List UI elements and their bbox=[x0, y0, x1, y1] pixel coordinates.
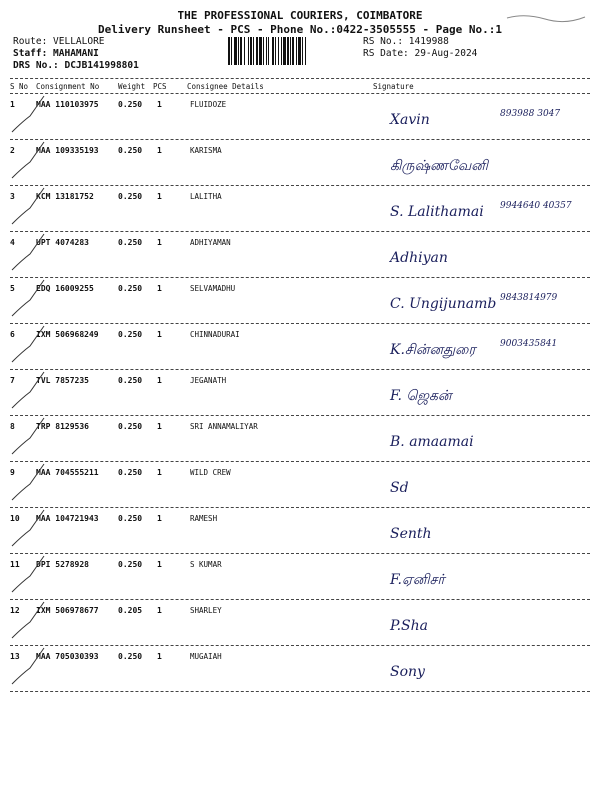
row-pcs: 1 bbox=[157, 284, 162, 293]
table-row bbox=[10, 646, 590, 692]
row-pcs: 1 bbox=[157, 606, 162, 615]
row-consignment-no: TRP 8129536 bbox=[36, 422, 89, 431]
row-consignment-no: EDQ 16009255 bbox=[36, 284, 94, 293]
row-weight: 0.250 bbox=[118, 652, 143, 661]
table-row bbox=[10, 278, 590, 324]
row-weight: 0.250 bbox=[118, 284, 143, 293]
table-row bbox=[10, 140, 590, 186]
barcode-bar bbox=[272, 37, 274, 65]
row-consignee: ADHIYAMAN bbox=[190, 238, 231, 247]
row-consignee: FLUIDOZE bbox=[190, 100, 227, 109]
signature-phone-note: 9843814979 bbox=[500, 293, 558, 303]
tick-mark-icon bbox=[10, 416, 50, 460]
tick-mark-icon bbox=[10, 600, 50, 644]
row-sno: 9 bbox=[10, 468, 15, 477]
barcode-bar bbox=[231, 37, 232, 65]
signature-phone-note: 9003435841 bbox=[500, 339, 558, 349]
signature-text: S. Lalithamai bbox=[390, 204, 484, 220]
signature-handwriting bbox=[370, 232, 588, 276]
row-weight: 0.250 bbox=[118, 330, 143, 339]
barcode-bar bbox=[298, 37, 301, 65]
row-pcs: 1 bbox=[157, 514, 162, 523]
row-consignment-no: MAA 704555211 bbox=[36, 468, 99, 477]
col-consignment: Consignment No bbox=[36, 82, 100, 91]
barcode-bar bbox=[228, 37, 230, 65]
row-consignee: JEGANATH bbox=[190, 376, 227, 385]
header-top-divider bbox=[10, 78, 590, 79]
row-consignment-no: IXM 506978677 bbox=[36, 606, 99, 615]
drs-number: DRS No.: DCJB141998801 bbox=[13, 60, 139, 71]
barcode-bar bbox=[290, 37, 291, 65]
row-sno: 8 bbox=[10, 422, 15, 431]
row-consignment-no: UPT 4074283 bbox=[36, 238, 89, 247]
signature-text: B. amaamai bbox=[390, 434, 474, 450]
table-row bbox=[10, 508, 590, 554]
row-weight: 0.250 bbox=[118, 514, 143, 523]
signature-text: K.சின்னதுரை bbox=[390, 342, 476, 358]
row-pcs: 1 bbox=[157, 560, 162, 569]
signature-handwriting bbox=[370, 508, 588, 552]
row-consignee: SRI ANNAMALIYAR bbox=[190, 422, 258, 431]
row-consignee: SELVAMADHU bbox=[190, 284, 236, 293]
row-pcs: 1 bbox=[157, 652, 162, 661]
row-sno: 2 bbox=[10, 146, 15, 155]
col-weight: Weight bbox=[118, 82, 146, 91]
barcode-bar bbox=[240, 37, 242, 65]
table-row bbox=[10, 370, 590, 416]
signature-phone-note: 893988 3047 bbox=[500, 109, 561, 119]
barcode-bar bbox=[266, 37, 267, 65]
row-consignee: SHARLEY bbox=[190, 606, 222, 615]
company-name: THE PROFESSIONAL COURIERS, COIMBATORE bbox=[177, 9, 423, 22]
row-pcs: 1 bbox=[157, 330, 162, 339]
row-consignee: RAMESH bbox=[190, 514, 218, 523]
row-weight: 0.250 bbox=[118, 422, 143, 431]
signature-text: கிருஷ்ணவேனி bbox=[390, 158, 489, 174]
row-weight: 0.205 bbox=[118, 606, 143, 615]
row-weight: 0.250 bbox=[118, 376, 143, 385]
table-row bbox=[10, 462, 590, 508]
row-weight: 0.250 bbox=[118, 146, 143, 155]
barcode-bar bbox=[287, 37, 289, 65]
barcode-bar bbox=[244, 37, 245, 65]
signature-text: Senth bbox=[390, 526, 432, 542]
signature-handwriting bbox=[370, 600, 588, 644]
barcode-bar bbox=[250, 37, 252, 65]
row-pcs: 1 bbox=[157, 192, 162, 201]
row-sno: 1 bbox=[10, 100, 15, 109]
row-consignment-no: MAA 104721943 bbox=[36, 514, 99, 523]
table-row bbox=[10, 94, 590, 140]
col-pcs: PCS bbox=[153, 82, 167, 91]
table-row bbox=[10, 416, 590, 462]
signature-handwriting bbox=[370, 186, 588, 230]
row-consignment-no: MAA 705030393 bbox=[36, 652, 99, 661]
signature-text: P.Sha bbox=[390, 618, 428, 634]
barcode-bar bbox=[281, 37, 282, 65]
row-consignment-no: KCM 13181752 bbox=[36, 192, 94, 201]
row-sno: 12 bbox=[10, 606, 20, 615]
row-sno: 13 bbox=[10, 652, 20, 661]
signature-handwriting bbox=[370, 416, 588, 460]
barcode-bar bbox=[268, 37, 269, 65]
row-pcs: 1 bbox=[157, 376, 162, 385]
tick-mark-icon bbox=[10, 462, 50, 506]
row-pcs: 1 bbox=[157, 422, 162, 431]
signature-handwriting bbox=[370, 140, 588, 184]
row-sno: 6 bbox=[10, 330, 15, 339]
row-consignee: MUGAIAH bbox=[190, 652, 222, 661]
row-divider bbox=[10, 691, 590, 692]
row-consignment-no: MAA 110103975 bbox=[36, 100, 99, 109]
rs-number: RS No.: 1419988 bbox=[363, 36, 449, 47]
col-signature: Signature bbox=[373, 82, 414, 91]
signature-handwriting bbox=[370, 94, 588, 138]
row-pcs: 1 bbox=[157, 100, 162, 109]
barcode-bar bbox=[296, 37, 297, 65]
row-sno: 11 bbox=[10, 560, 20, 569]
row-weight: 0.250 bbox=[118, 468, 143, 477]
row-sno: 10 bbox=[10, 514, 20, 523]
table-row bbox=[10, 186, 590, 232]
row-consignment-no: DPI 5278928 bbox=[36, 560, 89, 569]
row-consignee: LALITHA bbox=[190, 192, 222, 201]
tick-mark-icon bbox=[10, 278, 50, 322]
barcode-bar bbox=[248, 37, 249, 65]
barcode-bar bbox=[263, 37, 264, 65]
runsheet-title: Delivery Runsheet - PCS - Phone No.:0422-3505555 - Page No.:1 bbox=[98, 23, 502, 36]
row-weight: 0.250 bbox=[118, 560, 143, 569]
row-consignee: WILD CREW bbox=[190, 468, 231, 477]
row-weight: 0.250 bbox=[118, 192, 143, 201]
signature-phone-note: 9944640 40357 bbox=[500, 201, 572, 211]
row-sno: 4 bbox=[10, 238, 15, 247]
signature-text: Adhiyan bbox=[390, 250, 448, 266]
tick-mark-icon bbox=[10, 554, 50, 598]
tick-mark-icon bbox=[10, 646, 50, 690]
barcode-bar bbox=[253, 37, 254, 65]
signature-text: Xavin bbox=[390, 112, 430, 128]
row-weight: 0.250 bbox=[118, 100, 143, 109]
tick-mark-icon bbox=[10, 508, 50, 552]
barcode-bar bbox=[256, 37, 258, 65]
barcode-bar bbox=[275, 37, 276, 65]
col-sno: S No bbox=[10, 82, 29, 91]
row-consignment-no: TVL 7857235 bbox=[36, 376, 89, 385]
row-weight: 0.250 bbox=[118, 238, 143, 247]
signature-handwriting bbox=[370, 370, 588, 414]
tick-mark-icon bbox=[10, 140, 50, 184]
rs-date: RS Date: 29-Aug-2024 bbox=[363, 48, 478, 59]
table-row bbox=[10, 324, 590, 370]
row-consignee: S KUMAR bbox=[190, 560, 222, 569]
row-pcs: 1 bbox=[157, 146, 162, 155]
barcode bbox=[228, 37, 352, 65]
row-sno: 3 bbox=[10, 192, 15, 201]
barcode-bar bbox=[278, 37, 279, 65]
row-consignee: KARISMA bbox=[190, 146, 222, 155]
signature-handwriting bbox=[370, 554, 588, 598]
signature-text: F. ஜெகன் bbox=[390, 388, 452, 404]
table-row bbox=[10, 554, 590, 600]
col-consignee: Consignee Details bbox=[187, 82, 264, 91]
tick-mark-icon bbox=[10, 186, 50, 230]
route-label: Route: VELLALORE bbox=[13, 36, 105, 47]
row-consignee: CHINNADURAI bbox=[190, 330, 240, 339]
row-pcs: 1 bbox=[157, 468, 162, 477]
row-sno: 5 bbox=[10, 284, 15, 293]
barcode-bar bbox=[305, 37, 306, 65]
tick-mark-icon bbox=[10, 370, 50, 414]
barcode-bar bbox=[234, 37, 237, 65]
table-row bbox=[10, 600, 590, 646]
row-consignment-no: MAA 109335193 bbox=[36, 146, 99, 155]
signature-text: Sd bbox=[390, 480, 409, 496]
tick-mark-icon bbox=[10, 324, 50, 368]
signature-handwriting bbox=[370, 646, 588, 690]
barcode-bar bbox=[259, 37, 262, 65]
tick-mark-icon bbox=[10, 232, 50, 276]
tick-mark-icon bbox=[10, 94, 50, 138]
row-sno: 7 bbox=[10, 376, 15, 385]
signature-handwriting bbox=[370, 324, 588, 368]
barcode-bar bbox=[283, 37, 286, 65]
staff-label: Staff: MAHAMANI bbox=[13, 48, 99, 59]
table-row bbox=[10, 232, 590, 278]
barcode-bar bbox=[302, 37, 303, 65]
signature-text: Sony bbox=[390, 664, 425, 680]
signature-handwriting bbox=[370, 462, 588, 506]
signature-text: F.ஏனிசர் bbox=[390, 572, 445, 588]
row-pcs: 1 bbox=[157, 238, 162, 247]
row-consignment-no: IXM 506968249 bbox=[36, 330, 99, 339]
barcode-bar bbox=[238, 37, 239, 65]
barcode-bar bbox=[292, 37, 294, 65]
signature-text: C. Ungijunamb bbox=[390, 296, 497, 312]
signature-handwriting bbox=[370, 278, 588, 322]
